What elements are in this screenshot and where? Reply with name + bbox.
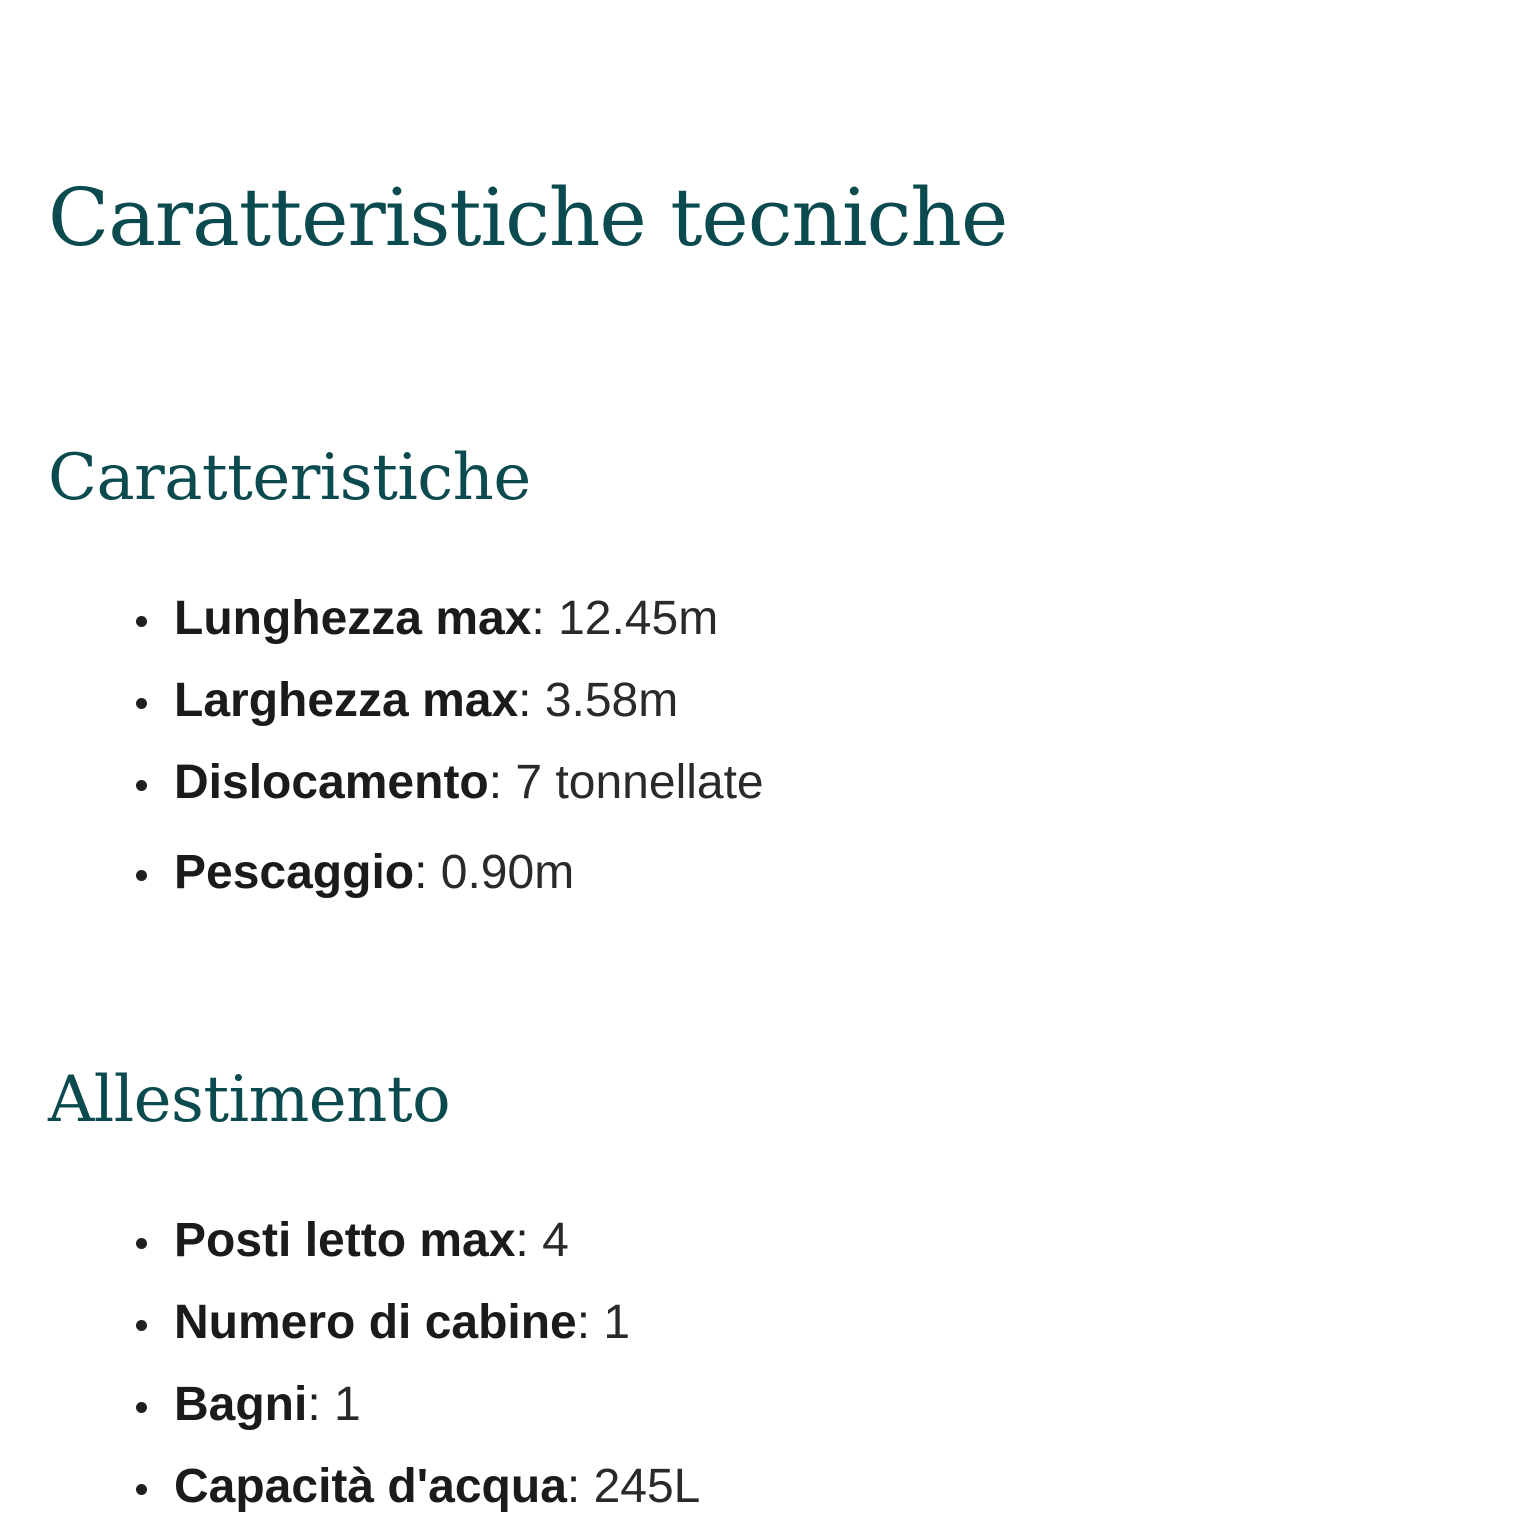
spec-value: 1: [603, 1296, 631, 1349]
list-item: Bagni: 1: [130, 1374, 700, 1436]
list-item: Pescaggio: 0.90m: [130, 842, 764, 904]
spec-value: 3.58m: [544, 674, 679, 727]
spec-value: 4: [542, 1214, 569, 1267]
spec-label: Dislocamento: [174, 756, 489, 809]
list-item: Numero di cabine: 1: [130, 1292, 700, 1354]
spec-value: 12.45m: [558, 592, 719, 645]
list-item: Lunghezza max: 12.45m: [130, 588, 764, 650]
list-item: Dislocamento: 7 tonnellate: [130, 752, 764, 814]
spec-label: Pescaggio: [174, 846, 415, 899]
spec-value: 0.90m: [440, 846, 575, 899]
list-item: Larghezza max: 3.58m: [130, 670, 764, 732]
spec-label: Posti letto max: [174, 1214, 516, 1267]
spec-list-allestimento: [130, 1210, 700, 1538]
spec-list-caratteristiche: [130, 588, 764, 924]
spec-value: 245L: [593, 1460, 701, 1513]
list-item: Posti letto max: 4: [130, 1210, 700, 1272]
spec-value: 7 tonnellate: [515, 756, 764, 809]
spec-label: Larghezza max: [174, 674, 519, 727]
spec-label: Numero di cabine: [174, 1296, 577, 1349]
spec-label: Bagni: [174, 1378, 308, 1431]
section-title-caratteristiche: Caratteristiche: [48, 441, 531, 515]
spec-value: 1: [334, 1378, 361, 1431]
spec-label: Capacità d'acqua: [174, 1460, 567, 1513]
spec-label: Lunghezza max: [174, 592, 532, 645]
list-item: Capacità d'acqua: 245L: [130, 1456, 700, 1518]
page-title: Caratteristiche tecniche: [48, 171, 1008, 264]
section-title-allestimento: Allestimento: [48, 1063, 451, 1137]
